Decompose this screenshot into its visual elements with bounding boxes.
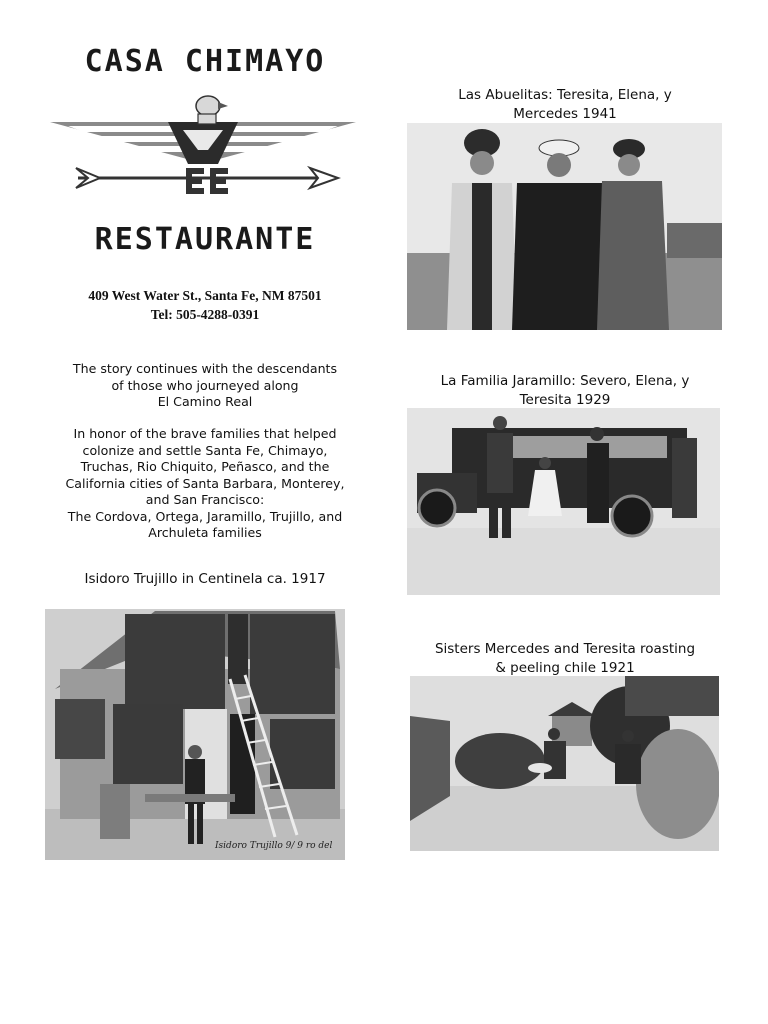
story-line: and San Francisco: bbox=[145, 492, 265, 507]
address-phone: Tel: 505-4288-0391 bbox=[150, 307, 260, 322]
caption-sisters-chile bbox=[405, 640, 725, 677]
caption-line: & peeling chile 1921 bbox=[495, 659, 635, 676]
caption-familia-jaramillo bbox=[405, 372, 725, 409]
story-line: colonize and settle Santa Fe, Chimayo, bbox=[82, 442, 328, 458]
caption-line: Mercedes 1941 bbox=[513, 105, 617, 122]
story-line: California cities of Santa Barbara, Monterey, bbox=[65, 475, 345, 491]
story-line: In honor of the brave families that helped bbox=[73, 426, 337, 441]
logo-title-casa-chimayo: CASA CHIMAYO bbox=[84, 44, 326, 79]
caption-line: Teresita 1929 bbox=[519, 391, 611, 408]
address-street: 409 West Water St., Santa Fe, NM 87501 bbox=[88, 288, 322, 303]
caption-isidoro bbox=[40, 570, 370, 589]
photo-las-abuelitas bbox=[407, 123, 722, 330]
story-line: The story continues with the descendants bbox=[72, 361, 338, 376]
logo-title-restaurante: RESTAURANTE bbox=[94, 222, 316, 257]
story-line: El Camino Real bbox=[157, 394, 253, 409]
story-line: The Cordova, Ortega, Jaramillo, Trujillo, and bbox=[67, 508, 343, 524]
caption-line: Las Abuelitas: Teresita, Elena, y bbox=[458, 87, 672, 103]
story-paragraph-1 bbox=[40, 361, 370, 411]
photo-isidoro-trujillo bbox=[45, 609, 345, 860]
caption-line: La Familia Jaramillo: Severo, Elena, y bbox=[440, 373, 690, 389]
address-block bbox=[40, 286, 370, 324]
photo-signature: Isidoro Trujillo 9/ 9 ro del bbox=[215, 841, 333, 851]
photo-familia-jaramillo bbox=[407, 408, 720, 595]
story-line: of those who journeyed along bbox=[111, 377, 299, 393]
photo-sisters-chile bbox=[410, 676, 719, 851]
story-paragraph-2 bbox=[40, 426, 370, 542]
caption-line: Sisters Mercedes and Teresita roasting bbox=[434, 641, 696, 657]
thunderbird-arrow-icon bbox=[48, 92, 358, 212]
story-line: Truchas, Rio Chiquito, Peñasco, and the bbox=[80, 459, 330, 474]
caption-line: Isidoro Trujillo in Centinela ca. 1917 bbox=[84, 571, 326, 587]
story-line: Archuleta families bbox=[148, 525, 262, 540]
caption-las-abuelitas bbox=[405, 86, 725, 123]
